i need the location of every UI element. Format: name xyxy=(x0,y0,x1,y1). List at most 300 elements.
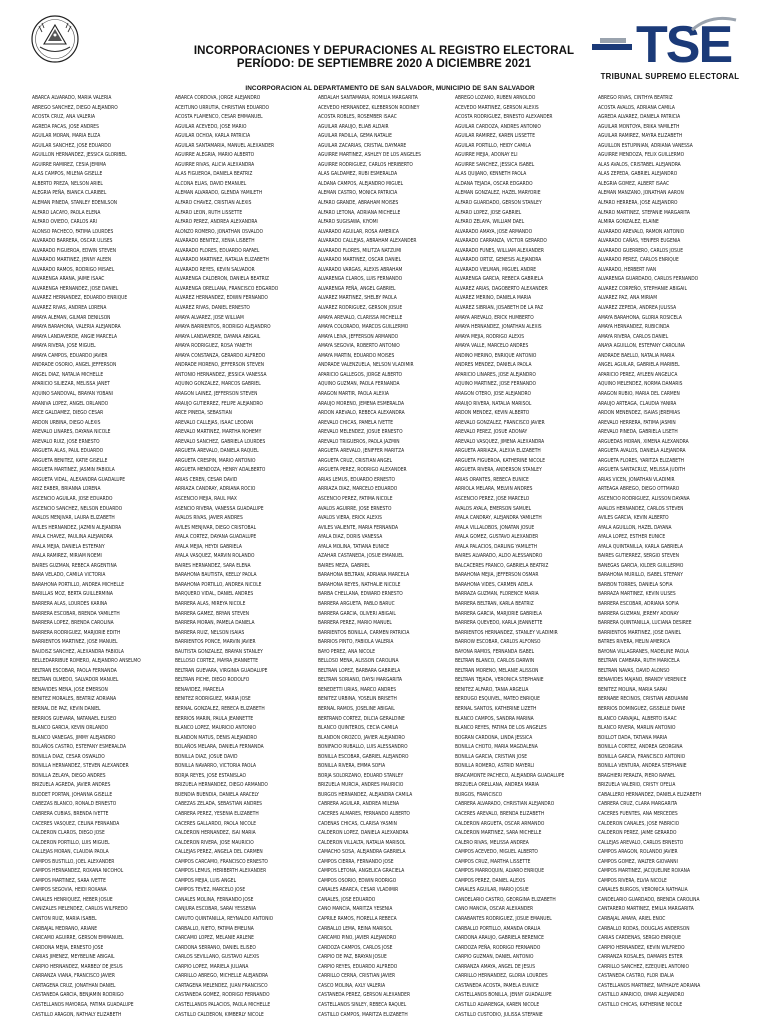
list-item: AREVALO MELENDEZ, JOSUE ERNESTO xyxy=(318,429,403,436)
list-item: BELTRAN SORIANO, DAYSI MARGARITA xyxy=(318,677,403,684)
coat-of-arms-icon xyxy=(30,14,80,64)
list-item: AMAYA AREVALO, CLARISSA MICHELLE xyxy=(318,314,403,321)
list-item: BARBON TORRES, DANIELA SOFIA xyxy=(598,581,673,588)
list-item: ALVAREZ RIVAS, DANIEL ERNESTO xyxy=(175,305,250,312)
list-item: CALDERON PEREZ, JAIME GERARDO xyxy=(598,830,677,837)
list-item: ARIAS ORANTES, REBECA EUNICE xyxy=(455,476,529,483)
list-item: CASTILLO ARAGON, NATHALY ELIZABETH xyxy=(32,1011,122,1018)
list-item: AMAYA HERNANDEZ, JONATHAN ALEXIS xyxy=(455,324,542,331)
list-item: CASTELLANOS MARTINEZ, NATHALYE ADRIANA xyxy=(598,982,701,989)
list-item: BELTRAN CAMBARA, RUTH MARICELA xyxy=(598,658,680,665)
list-item: BAIRES MEZA, GABRIEL xyxy=(318,562,370,569)
list-item: ANDINO MERINO, ENRIQUE ANTONIO xyxy=(455,352,537,359)
list-item: BELTRAN TEJADA, VERONICA STEPHANIE xyxy=(455,677,544,684)
list-item: ALEGRIA GOMEZ, ALBERT ISAAC xyxy=(598,180,670,187)
list-item: BOLAÑOS CASTRO, ESTEFANY ESMERALDA xyxy=(32,744,127,751)
list-item: ABARCA ALVARADO, MARIA VALERIA xyxy=(32,95,112,101)
list-item: AMAYA LEIVA, JEFFERSON ARMANDO xyxy=(318,333,399,340)
list-item: BARRIENTOS MARTINEZ, JOSE DANIEL xyxy=(598,629,682,636)
list-item: AVALOS AYALA, EMERSON SAMUEL xyxy=(455,505,532,512)
list-item: ACOSTA ROBLES, ROSEMBER ISAAC xyxy=(318,114,397,121)
list-item: APARICIO PEREZ, AYLEEN ANGELICA xyxy=(598,371,678,378)
list-item: ABARCA CORDOVA, JORGE ALEJANDRO xyxy=(175,95,261,101)
list-item: AREVALO HERRERA, FATIMA JASMIN xyxy=(598,419,676,426)
list-item: ALONSO PACHECO, FATIMA LOURDES xyxy=(32,228,114,235)
list-item: BARAHONA PORTILLO, ANDREA MICHELLE xyxy=(32,581,125,588)
list-item: BARRERA BELTRAN, KARLA BEATRIZ xyxy=(455,600,534,607)
list-item: BERRIOS DOMINGUEZ, GISSELLE DIANE xyxy=(598,706,686,712)
list-item: CANIZALES MELENDEZ, CARLOS WILFREDO xyxy=(32,906,128,913)
document-header xyxy=(0,0,768,86)
list-item: BLANDON OROZCO, JAVIER ALEJANDRO xyxy=(318,734,405,741)
list-item: CANALES, JOSE EDUARDO xyxy=(318,896,376,903)
list-item: ALVARADO BENITEZ, XENIA LISBETH xyxy=(175,238,255,245)
list-item: BARRERA RODRIGUEZ, MARJORIE EDITH xyxy=(32,629,121,636)
list-item: ALVARENGA ARANA, JAIME ISAAC xyxy=(32,276,105,283)
list-item: BRIZUELA ORELLANA, ANDREA MARIA xyxy=(455,782,539,789)
list-item: CARBAJAL MEDRANO, ARIANE xyxy=(32,925,98,932)
list-item: BONIFACIO RUBALLO, LUIS ALESSANDRO xyxy=(318,744,408,751)
list-item: BANEGAS GARCIA, KILDER GUILLERMO xyxy=(598,562,684,569)
list-item: CARRILLO ABREGO, MICHELLE ALEJANDRA xyxy=(175,973,268,980)
list-item: AVILES VALIENTE, MARIA FERNANDA xyxy=(318,524,399,531)
list-item: BARRERA ESCOBAR, ADRIANA SOFIA xyxy=(598,600,679,607)
list-item: AMAYA RIVERA, CARLOS DANIEL xyxy=(598,333,669,340)
list-item: ALFARO GRANDE, ABRAHAM MOISES xyxy=(318,200,399,207)
list-item: AGUILAR ZACARIAS, CRISTIAL DAYMARE xyxy=(318,142,407,149)
names-column-4 xyxy=(455,94,587,1020)
list-item: BAUDISZ SANCHEZ, ALEXANDRA FABIOLA xyxy=(32,648,124,655)
list-item: ALVARADO CAÑAS, YENIFER EUGENIA xyxy=(598,238,681,245)
list-item: ARIAS VICEN, JONATHAN VLADIMIR xyxy=(598,476,675,483)
list-item: BAUTISTA GONZALEZ, BRAYAN STANLEY xyxy=(175,648,263,655)
list-item: BELLOSO MENA, ALISSON CAROLINA xyxy=(318,658,399,665)
list-item: BARRERA QUINTANILLA, LUCIANA DESIREE xyxy=(598,620,692,627)
list-item: BERNABE RECINOS, CRISTIAN ABDUANNI xyxy=(598,696,689,703)
list-item: BORJA REYES, JOSE ESTANISLAO xyxy=(175,772,246,779)
list-item: CAMPOS CRUZ, MARTHA LISSETTE xyxy=(455,858,531,865)
list-item: ALONZO ROMERO, JONATHAN OSVALDO xyxy=(175,228,263,235)
list-item: CARPIO HERNANDEZ, KEVIN WILFREDO xyxy=(598,944,685,951)
list-item: BARRERA LOPEZ, BRENDA CAROLINA xyxy=(32,620,114,627)
list-item: BONILLA GARCIA, CRISTIAN JOSE xyxy=(455,753,528,760)
list-item: AMAYA RODRIGUEZ, ROSA YANETH xyxy=(175,343,252,350)
list-item: CABEZAS ZELADA, SEBASTIAN ANDRES xyxy=(175,801,262,808)
list-item: ARGUETA FIGUEROA, KATHERINE NICOLE xyxy=(455,457,546,464)
list-item: ARGUETA ARRIAZA, ALEXIA ELIZABETH xyxy=(455,448,541,455)
list-item: BRIZUELA HERNANDEZ, DIEGO ARMANDO xyxy=(175,782,268,789)
list-item: CARLOS SEVILLANO, GUSTAVO ALEXIS xyxy=(175,954,260,961)
document-title xyxy=(150,45,618,70)
list-item: BAIRES GUTIERREZ, SERGIO STEVEN xyxy=(598,553,679,560)
list-item: BARAHONA BAUTISTA, KEELLY PAOLA xyxy=(175,572,257,579)
list-item: CARBALLO LEMA, REINA MARISOL xyxy=(318,925,393,932)
list-item: ALVARADO AGUILAR, ROSA AMERICA xyxy=(318,228,399,235)
list-item: BELLOSO CORTEZ, MAYRA JEANNETTE xyxy=(175,658,259,665)
list-item: ARGUETA ALAS, PAUL EDUARDO xyxy=(32,448,104,455)
list-item: ALFARO HERRERA, JOSE ALEJANDRO xyxy=(598,200,678,207)
list-item: BONILLA GARCIA, FRANCISCO ANTONIO xyxy=(598,753,686,760)
list-item: CASTELLANOS BONILLA, JENNY GUADALUPE xyxy=(455,992,552,999)
list-item: ARCE PINEDA, SEBASTIAN xyxy=(175,410,232,417)
list-item: CARCAMO PINO, JAVIER ALEJANDRO xyxy=(318,935,397,942)
list-item: AMAYA ALEMAN, GILMAR DENILSON xyxy=(32,314,111,321)
list-item: CABRERA ALVARADO, CHRISTIAN ALEJANDRO xyxy=(455,801,555,808)
list-item: ALVARADO REYES, KEVIN SALVADOR xyxy=(175,266,255,273)
list-item: ALFARO LACAYO, PAOLA ELENA xyxy=(32,209,101,216)
list-item: CAMPOS MARTINEZ, SARA IVETTE xyxy=(32,877,106,884)
list-item: ANGEL AGUILAR, GABRIELA MARIBEL xyxy=(598,362,680,369)
list-item: CANALES AGUILAR, MARIO JOSUE xyxy=(455,887,529,894)
list-item: BONILLA HERNANDEZ, STEVEN ALEXANDER xyxy=(32,763,129,770)
list-item: BARRIENTOS PONCE, MARVIN JAVIER xyxy=(175,639,256,646)
list-item: BUENDIA BUENDIA, DANIELA ARACELY xyxy=(175,791,259,798)
list-item: ALFARO SUGISAWA, KIYOMI xyxy=(318,219,378,226)
list-item: AZAHAR CASTANEDA, JOSUE EMANUEL xyxy=(318,553,404,560)
list-item: CANJURA ESCOBAR, SARAI YESSENIA xyxy=(175,906,257,913)
list-item: BLANDON MATUS, DENIS ALEJANDRO xyxy=(175,734,257,741)
list-item: BARRERA GARCIA, MARJORIE GABRIELA xyxy=(455,610,542,617)
list-item: CAMPOS LETONA, ANGELICA GRACIELA xyxy=(318,868,405,875)
list-item: ALAS QUIJANO, KENNETH PAOLA xyxy=(455,171,527,178)
list-item: BARRERA RUIZ, NELSON ISAIAS xyxy=(175,629,245,636)
list-item: AMAYA MEJIA, RODRIGO ALEXIS xyxy=(455,333,524,340)
list-item: CALDERON CLAROS, DIEGO JOSE xyxy=(32,830,105,837)
list-item: ASCENCIO AGUILAR, JOSE EDUARDO xyxy=(32,495,113,502)
list-item: AYALA GOMEZ, GUSTAVO ALEXANDER xyxy=(455,534,539,541)
list-item: ASENCIO RIVERA, VANESSA GUADALUPE xyxy=(175,505,264,512)
list-item: CARBAJAL AMAYA, ARIEL ENOC xyxy=(598,916,666,923)
list-item: BLANCO LOPEZ, MAURICIO ANTONIO xyxy=(175,725,256,732)
list-item: AMAYA CAMPOS, EDUARDO JAVIER xyxy=(32,352,108,359)
list-item: BARRAZA MARTINEZ, KEVIN ULISES xyxy=(598,591,676,598)
list-item: CACERES ALMARES, FERNANDO ALBERTO xyxy=(318,811,410,818)
list-item: AGUIRRE RAMIREZ, CESIA JEMIMA xyxy=(32,161,107,168)
list-item: ANDRADE MORENO, JEFFERSON STEVEN xyxy=(175,362,265,369)
list-item: AGUIRRE RIVAS, ALICIA ALEXANDRA xyxy=(175,161,255,168)
list-item: BUDDET PORTAN, JOHANNA GISELLE xyxy=(32,791,113,798)
list-item: AGUILAR PORTILLO, HEIDY CAMILA xyxy=(455,142,531,149)
list-item: CACERES GALLARDO, PAOLA NICOLE xyxy=(175,820,257,827)
list-item: CARCAMO AGUIRRE, GERSON EMMANUEL xyxy=(32,935,124,942)
list-item: BRIZUELA AGREDA, JAVIER ANDRES xyxy=(32,782,111,789)
list-item: ARGUETA BENITEZ, KATIE GISELLE xyxy=(32,457,108,464)
names-column-5 xyxy=(598,94,730,1011)
list-item: CALDERON CANALES, JOSE FABRICIO xyxy=(598,820,680,827)
list-item: ABREGO LOZANO, RUBEN ARNOLDO xyxy=(455,95,536,101)
list-item: AMAYA AREVALO, ERICK HUMBERTO xyxy=(455,314,534,321)
list-item: AGUILLON ESTUPINIAN, ADRIANA VANESSA xyxy=(598,142,693,149)
list-item: CARTAGENA MELENDEZ, JUAN FRANCISCO xyxy=(175,982,268,989)
list-item: AREVALO CHICAS, PAMELA IVETTE xyxy=(318,419,394,426)
list-item: AMAYA SEGOVIA, ROBERTO ANTONIO xyxy=(318,343,400,350)
list-item: CASTELLANOS SINLEY, REBECA RAQUEL xyxy=(318,1001,407,1008)
list-item: AYALA MEJIA, DANIELA ESTEFANY xyxy=(32,543,105,550)
list-item: AGREDA ALVAREZ, DANIELA PATRICIA xyxy=(598,114,681,121)
list-item: ALVARADO VARGAS, ALEXIS ABRAHAM xyxy=(318,266,403,273)
list-item: ACEVEDO MARTINEZ, GERSON ALEXIS xyxy=(455,104,539,111)
list-item: AREVALO MARTINEZ, MARTHA NOHEMY xyxy=(175,429,262,436)
list-item: ARRIAZA CANDRAY, ADRIANA ROCIO xyxy=(175,486,256,493)
list-item: ALVARADO RAMOS, RODRIGO MISAEL xyxy=(32,266,115,273)
list-item: ARGUETA AREVALO, JENIFFER MARITZA xyxy=(318,448,405,455)
list-item: BARAHONA MURILLO, ISABEL STEFANY xyxy=(598,572,683,579)
list-item: AVALOS HERNANDEZ, CARLOS STEVEN xyxy=(598,505,684,512)
list-item: AMAYA LANDAVERDE, ANGIE MARCELA xyxy=(32,333,118,340)
list-item: ALFARO GUARDADO, GERSON STANLEY xyxy=(455,200,542,207)
list-item: CABRERA PEREZ, YESENIA ELIZABETH xyxy=(175,811,259,818)
list-item: AREVALO SANCHEZ, GABRIELA LOURDES xyxy=(175,438,266,445)
list-item: AVILES HERNANDEZ, JAZMIN ALEJANDRA xyxy=(32,524,122,531)
list-item: ARDON MENENDEZ, ISAIAS JEREMIAS xyxy=(598,410,681,417)
list-item: CANUTO QUINTANILLA, REYNALDO ANTONIO xyxy=(175,916,274,923)
list-item: AGUILAR RAMIREZ, KAREN LISSETTE xyxy=(455,133,535,140)
list-item: CALDERON PORTILLO, LUIS MIGUEL xyxy=(32,839,110,846)
list-item: ARGUETA PEREZ, RODRIGO ALEXANDER xyxy=(318,467,407,474)
list-item: CARPIO HERNANDEZ, MARBELY DE JESUS xyxy=(32,963,123,970)
names-columns xyxy=(0,94,768,1018)
list-item: AYALA CANDRAY, ALEJANDRA YAMILETH xyxy=(455,515,542,522)
list-item: BATRES RIVERA, MELIN AMERICA xyxy=(598,639,671,646)
list-item: ALAS FIGUEROA, DANIELA BEATRIZ xyxy=(175,171,253,178)
list-item: BERRIOS GUEVARA, NATANAEL ELISEO xyxy=(32,715,117,722)
list-item: ALFARO LETONA, ADRIANA MICHELLE xyxy=(318,209,401,216)
list-item: BURGOS HERNANDEZ, ALEJANDRA CAMILA xyxy=(318,791,413,798)
list-item: AMAYA BARAHONA, VALERIA ALEJANDRA xyxy=(32,324,121,331)
list-item: CAMPOS BUSTILLO, JOEL ALEXANDER xyxy=(32,858,115,865)
list-item: CASTANEDA ACOSTA, PAMELA EUNICE xyxy=(455,982,539,989)
list-item: BARBA CHELLANA, EDWARD ERNESTO xyxy=(318,591,403,598)
list-item: BERNAL RAMOS, JOSELINE ABIGAIL xyxy=(318,706,395,712)
list-item: BLANCO REYES, FATIMA DE LOS ANGELES xyxy=(455,725,547,732)
list-item: CAMPOS PEREZ, DANIEL ALEXIS xyxy=(455,877,526,884)
list-item: AGUILAR SANTAMARIA, MANUEL ALEXANDER xyxy=(175,142,275,149)
list-item: ALVARADO GUERRERO, CARLOS JOSUE xyxy=(598,247,683,254)
list-item: CANO MANCIA, OSCAR ALEXANDER xyxy=(455,906,534,913)
list-item: AQUINO GUZMAN, PAOLA FERNANDA xyxy=(318,381,400,388)
list-item: AGUIRRE MEJIA, ADONAY ELI xyxy=(455,152,518,159)
list-item: AGUILAR CARDOZA, ANDRES ANTONIO xyxy=(455,123,541,130)
list-item: ALVARENGA CALDERON, DANIELA BEATRIZ xyxy=(175,276,269,283)
list-item: CANO MANCIA, MARITZA YESENIA xyxy=(318,906,393,913)
list-item: ANDRADE BAELLO, NATALIA MARIA xyxy=(598,352,675,359)
list-item: AMAYA COLORADO, MARCOS GUILLERMO xyxy=(318,324,409,331)
list-item: ALVAREZ HERNANDEZ, EDWIN FERNANDO xyxy=(175,295,268,302)
list-item: ALVARADO VIELMAN, MIGUEL ANDRE xyxy=(455,266,537,273)
list-item: BLANCO GARCIA, KEVIN ORLANDO xyxy=(32,725,109,732)
list-item: AQUINO MARTINEZ, JOSE FERNANDO xyxy=(455,381,536,388)
list-item: CACERES AREVALO, BRENDA ELIZABETH xyxy=(455,811,545,818)
list-item: BARRERA GUZMAN, JEREMY ADONAY xyxy=(598,610,679,617)
list-item: CARPIO GUZMAN, DANIEL ANTONIO xyxy=(455,954,534,961)
list-item: CARPIO LOPEZ, MARIELA JULIANA xyxy=(175,963,249,970)
list-item: AGUIRRE ALEGRIA, MARIO ALBERTO xyxy=(175,152,255,159)
list-item: ALCONA ELIAS, DAVID EMANUEL xyxy=(175,180,247,187)
list-item: CAMPOS CIERRA, FERNANDO JOSE xyxy=(318,858,394,865)
list-item: CABALLERO HERNANDEZ, DANIELA ELIZABETH xyxy=(598,791,702,798)
list-item: AYALA RAMIREZ, MIRIAM NOEMI xyxy=(32,553,102,560)
list-item: ALVAREZ MERINO, DANIELA MARIA xyxy=(455,295,532,302)
list-item: ARIAS LEMUS, EDUARDO ERNESTO xyxy=(318,476,395,483)
list-item: CASCO MOLINA, AXLY VALERIA xyxy=(318,982,386,989)
list-item: CAMPOS GOMEZ, WALTER GIOVANNI xyxy=(598,858,678,865)
list-item: ALEMAN MANZANO, JONATHAN AARON xyxy=(598,190,684,197)
list-item: ANDRES MENDEZ, DANIELA PAOLA xyxy=(455,362,532,369)
list-item: ARGUETA SANTACRUZ, MELISSA JUDITH xyxy=(598,467,686,474)
list-item: AYALA LOPEZ, ESTHER EUNICE xyxy=(598,534,666,541)
list-item: BARRIENTOS HERNANDEZ, STANLEY VLADIMIR xyxy=(455,629,558,636)
list-item: AYALA MOLINA, TATIANA EUNICE xyxy=(318,543,390,550)
list-item: ARCE GALDAMEZ, DIEGO CESAR xyxy=(32,410,104,417)
list-item: ANGEL DIAZ, NATALIA MICHELLE xyxy=(32,371,104,378)
list-item: AGUILAR SANCHEZ, JOSE EDUARDO xyxy=(32,142,112,149)
list-item: BERNAL DE PAZ, KEVIN DANIEL xyxy=(32,706,101,712)
list-item: ALFARO CHAVEZ, CRISTIAN ALEXIS xyxy=(175,200,252,207)
list-item: CALDERON HERNANDEZ, ISAI MARIA xyxy=(175,830,256,837)
list-item: ARAGON OTERO, JOSE ALEJANDRO xyxy=(455,390,531,397)
list-item: CACERES FUENTES, ANA MERCEDES xyxy=(598,811,678,818)
list-item: ALVAREZ SIBRIAN, JOSABETH DE LA PAZ xyxy=(455,305,544,312)
list-item: APARICIO GALLEGOS, JORGE ALBERTO xyxy=(318,371,403,378)
list-item: BENITEZ RODRIGUEZ, MARIA JOSE xyxy=(175,696,251,703)
list-item: AVALOS VIERA, ERICK ALEXIS xyxy=(318,515,382,522)
list-item: AVILES MENJIVAR, DIEGO CRISTOBAL xyxy=(175,524,257,531)
list-item: AGUILLON HERNANDEZ, JESSICA GLORIBEL xyxy=(32,152,127,159)
list-item: CARIAS JIMENEZ, MEYBELINE ABIGAIL xyxy=(32,954,115,961)
list-item: BARRERA ARGUETA, PABLO BARUC xyxy=(318,600,395,607)
list-item: BARRIOS PINTO, FABIOLA VALERIA xyxy=(318,639,394,646)
names-column-2 xyxy=(175,94,303,1020)
list-item: CANDELARIO GUARDADO, BRENDA CAROLINA xyxy=(598,896,700,903)
list-item: ALVARENGA PEÑA, ANGEL GABRIEL xyxy=(318,285,396,292)
list-item: CARDOZA CAMPOS, CARLOS JOSE xyxy=(318,944,393,951)
list-item: AMAYA CONSTANZA, GERARDO ALFREDO xyxy=(175,352,266,359)
list-item: BRIZUELA MURCIA, ANDRES MAURICIO xyxy=(318,782,404,789)
list-item: CARPIO REYES, EDUARDO ALFREDO xyxy=(318,963,398,970)
list-item: ARAGON RUBIO, MARIA DEL CARMEN xyxy=(598,390,680,397)
list-item: ALFARO ZELAYA, WILLIAM DAEL xyxy=(455,219,525,226)
list-item: BENEDETTI URIAS, MARCO ANDRES xyxy=(318,686,397,693)
list-item: CARBALLO, NIETO, FATIMA EMELINA xyxy=(175,925,254,932)
list-item: AYALA CHAVEZ, PAULINA ALEJANDRA xyxy=(32,534,113,541)
tse-logo xyxy=(590,10,740,72)
list-item: CAMPOS MARROQUIN, ALVARO ENRIQUE xyxy=(455,868,545,875)
list-item: AREVALO CALLEJAS, ISAAC LEODAN xyxy=(175,419,254,426)
list-item: CAMPOS TEVEZ, MARCELO JOSE xyxy=(175,887,246,894)
list-item: ALVARADO, HERBERT IVAN xyxy=(598,266,657,273)
list-item: ALEMAN PINEDA, STANLEY EDENILSON xyxy=(32,200,118,207)
list-item: APARICIO SILIEZAR, MELISSA JANET xyxy=(32,381,110,388)
list-item: AREVALO PEREZ, JOSUE ADONAY xyxy=(455,429,528,436)
list-item: CARRILLO HERNANDEZ, GLORIA LOURDES xyxy=(455,973,548,980)
list-item: BARRERA PEREZ, MARIO MANUEL xyxy=(318,620,392,627)
list-item: CASTANEDA GARCIA, BENJAMIN RODRIGO xyxy=(32,992,124,999)
list-item: BARAHONA REYES, NATHALIE NICOLE xyxy=(318,581,401,588)
list-item: AQUINO MELENDEZ, NORMA DAMARIS xyxy=(598,381,683,388)
list-item: AGREDA PACAS, JOSE ANDRES xyxy=(32,123,99,130)
list-item: BALCACERES FRANCO, GABRIELA BEATRIZ xyxy=(455,562,549,569)
list-item: BLANCO CARVAJAL, ALBERTO ISAAC xyxy=(598,715,677,722)
list-item: BENITEZ ALFARO, TANIA ARGELIA xyxy=(455,686,529,693)
list-item: CASTANEDA PEREZ, GERSON ALEXANDER xyxy=(318,992,411,999)
list-item: BARRIENTOS BONILLA, CARMEN PATRICIA xyxy=(318,629,410,636)
list-item: CANALES ABARCA, CESAR VLADIMIR xyxy=(318,887,399,894)
list-item: BAYO PEREZ, ANA NICOLE xyxy=(318,648,376,655)
list-item: CARPIO DE PAZ, BRAYAN JOSUE xyxy=(318,954,387,961)
list-item: BONILLA VENTURA, ANDREA STEPHANIE xyxy=(598,763,687,770)
list-item: AREVALO TRIGUEROS, PAOLA JAZMIN xyxy=(318,438,400,445)
list-item: BELTRAN GUEVARA, VIRGINIA GUADALUPE xyxy=(175,667,268,674)
list-item: BENITEZ MOLINA, MARIA SARAI xyxy=(598,686,667,693)
list-item: BLANCO QUINTEROS, CECIA CAMILA xyxy=(318,725,399,732)
list-item: ALVARENGA GARCIA, REBECA GABRIELA xyxy=(455,276,544,283)
list-item: ALEGRIA PEÑA, BIANCA CLARIBEL xyxy=(32,190,107,197)
list-item: CASTILLO CHICAS, KATHERINE NICOLE xyxy=(598,1001,683,1008)
list-item: CAMPOS SEGOVIA, HEIDI ROXANA xyxy=(32,887,107,894)
list-item: ALFARO LOPEZ, JOSE GABRIEL xyxy=(455,209,522,216)
list-item: ASCENCIO PEREZ, FATIMA NICOLE xyxy=(318,495,393,502)
list-item: CARRANZA AMAYA, ANGEL DE JESUS xyxy=(455,963,536,970)
list-item: CABRERA CUBIAS, BRENDA IVETTE xyxy=(32,811,109,818)
list-item: BORJA SOLORZANO, EDUARD STANLEY xyxy=(318,772,404,779)
list-item: BARRERA QUEVEDO, KARLA JEANNETTE xyxy=(455,620,543,627)
list-item: BENITEZ URBINA, YOSELIN BRISETH xyxy=(318,696,397,703)
list-item: BERTRAND CORTEZ, DILCIA GERALDINE xyxy=(318,715,405,722)
list-item: CARRANZA ROSALES, DAMARIS ESTER xyxy=(598,954,683,961)
list-item: CAMPOS CARCAMO, FRANCISCO ERNESTO xyxy=(175,858,268,865)
list-item: CAMPOS LEMUS, HERIBERTH ALEXANDER xyxy=(175,868,267,875)
list-item: CALLEJAS AREVALO, CARLOS ERNESTO xyxy=(598,839,684,846)
list-item: ALVARENGA ORELLANA, FRANCISCO EDGARDO xyxy=(175,285,279,292)
list-item: BONILLA CHOTO, MARIA MAGDALENA xyxy=(455,744,538,751)
list-item: BONILLA DIAZ, JOSUE DAVID xyxy=(175,753,238,760)
list-item: ALVARADO ORTIZ, GENESIS ALEJANDRA xyxy=(455,257,542,264)
list-item: AMAYA ALVAREZ, JOSE WILLIAM xyxy=(175,314,244,321)
list-item: BONILLA DIAZ, CESAR OSWALDO xyxy=(32,753,105,760)
list-item: AVALOS AGUIRRE, JOSE ERNESTO xyxy=(318,505,392,512)
list-item: ARGUETA VIDAL, ALEXANDRA GUADALUPE xyxy=(32,476,126,483)
list-item: BARRERA ESCOBAR, BRENDA YAMILETH xyxy=(32,610,120,617)
list-item: ARAGON LAINEZ, JEFFERSON STEVEN xyxy=(175,390,258,397)
list-item: ALBERTO PREZA, NELSON ARIEL xyxy=(32,180,103,187)
list-item: ARGUETA MARTINEZ, JASMIN FABIOLA xyxy=(32,467,115,474)
list-item: ALVARADO FLORES, EDUARDO RAFAEL xyxy=(175,247,260,254)
list-item: AMAYA BARRIENTOS, RODRIGO ALEJANDRO xyxy=(175,324,271,331)
list-item: CALERO RIVAS, MELISSA ANDREA xyxy=(455,839,529,846)
names-column-1 xyxy=(32,94,160,1020)
list-item: CAMACHO SOSA, ALEJANDRA GABRIELA xyxy=(318,849,406,856)
list-item: AREVALO GONZALEZ, FRANCISCO JAVIER xyxy=(455,419,545,426)
list-item: CABRERA CRUZ, CLARA MARGARITA xyxy=(598,801,678,808)
list-item: ALEMAN ALVARADO, GLENDA YAMILETH xyxy=(175,190,263,197)
list-item: CABEZAS BLANCO, RONALD ERNESTO xyxy=(32,801,117,808)
list-item: BENAVIDES MENA, JOSE EMERSON xyxy=(32,686,108,693)
list-item: BARRIENTOS MARTINEZ, JOSE MANUEL xyxy=(32,639,118,646)
list-item: AVILES GARCIA, KEVIN ALBERTO xyxy=(598,515,669,522)
list-item: CANDELARIO CASTRO, GEORGINA ELIZABETH xyxy=(455,896,556,903)
list-item: ALVAREZ RODRIGUEZ, GERSON JOSUE xyxy=(318,305,403,312)
list-item: ASCENCIO MEJIA, RAUL MAX xyxy=(175,495,237,502)
list-item: ALEMAN GONZALEZ, HAZEL MARYORIE xyxy=(455,190,541,197)
list-item: ARDON AREVALO, REBECA ALEXANDRA xyxy=(318,410,405,417)
list-item: CALDERON LOPEZ, DANIELA ALEXANDRA xyxy=(318,830,409,837)
list-item: CARABANTES RODRIGUEZ, JOSUE EMANUEL xyxy=(455,916,552,923)
list-item: ARGUETA AREVALO, DANIELA RAQUEL xyxy=(175,448,259,455)
list-item: BARRERA GARCIA, OLIVERI ABIGAIL xyxy=(318,610,396,617)
list-item: BARILLAS MOZ, BERTA GUILLERMINA xyxy=(32,591,113,598)
list-item: BAIRES ALVARADO, ALDO ALESSANDRO xyxy=(455,553,543,560)
list-item: BRIZUELA VALERIO, CRISTY OFELIA xyxy=(598,782,676,789)
